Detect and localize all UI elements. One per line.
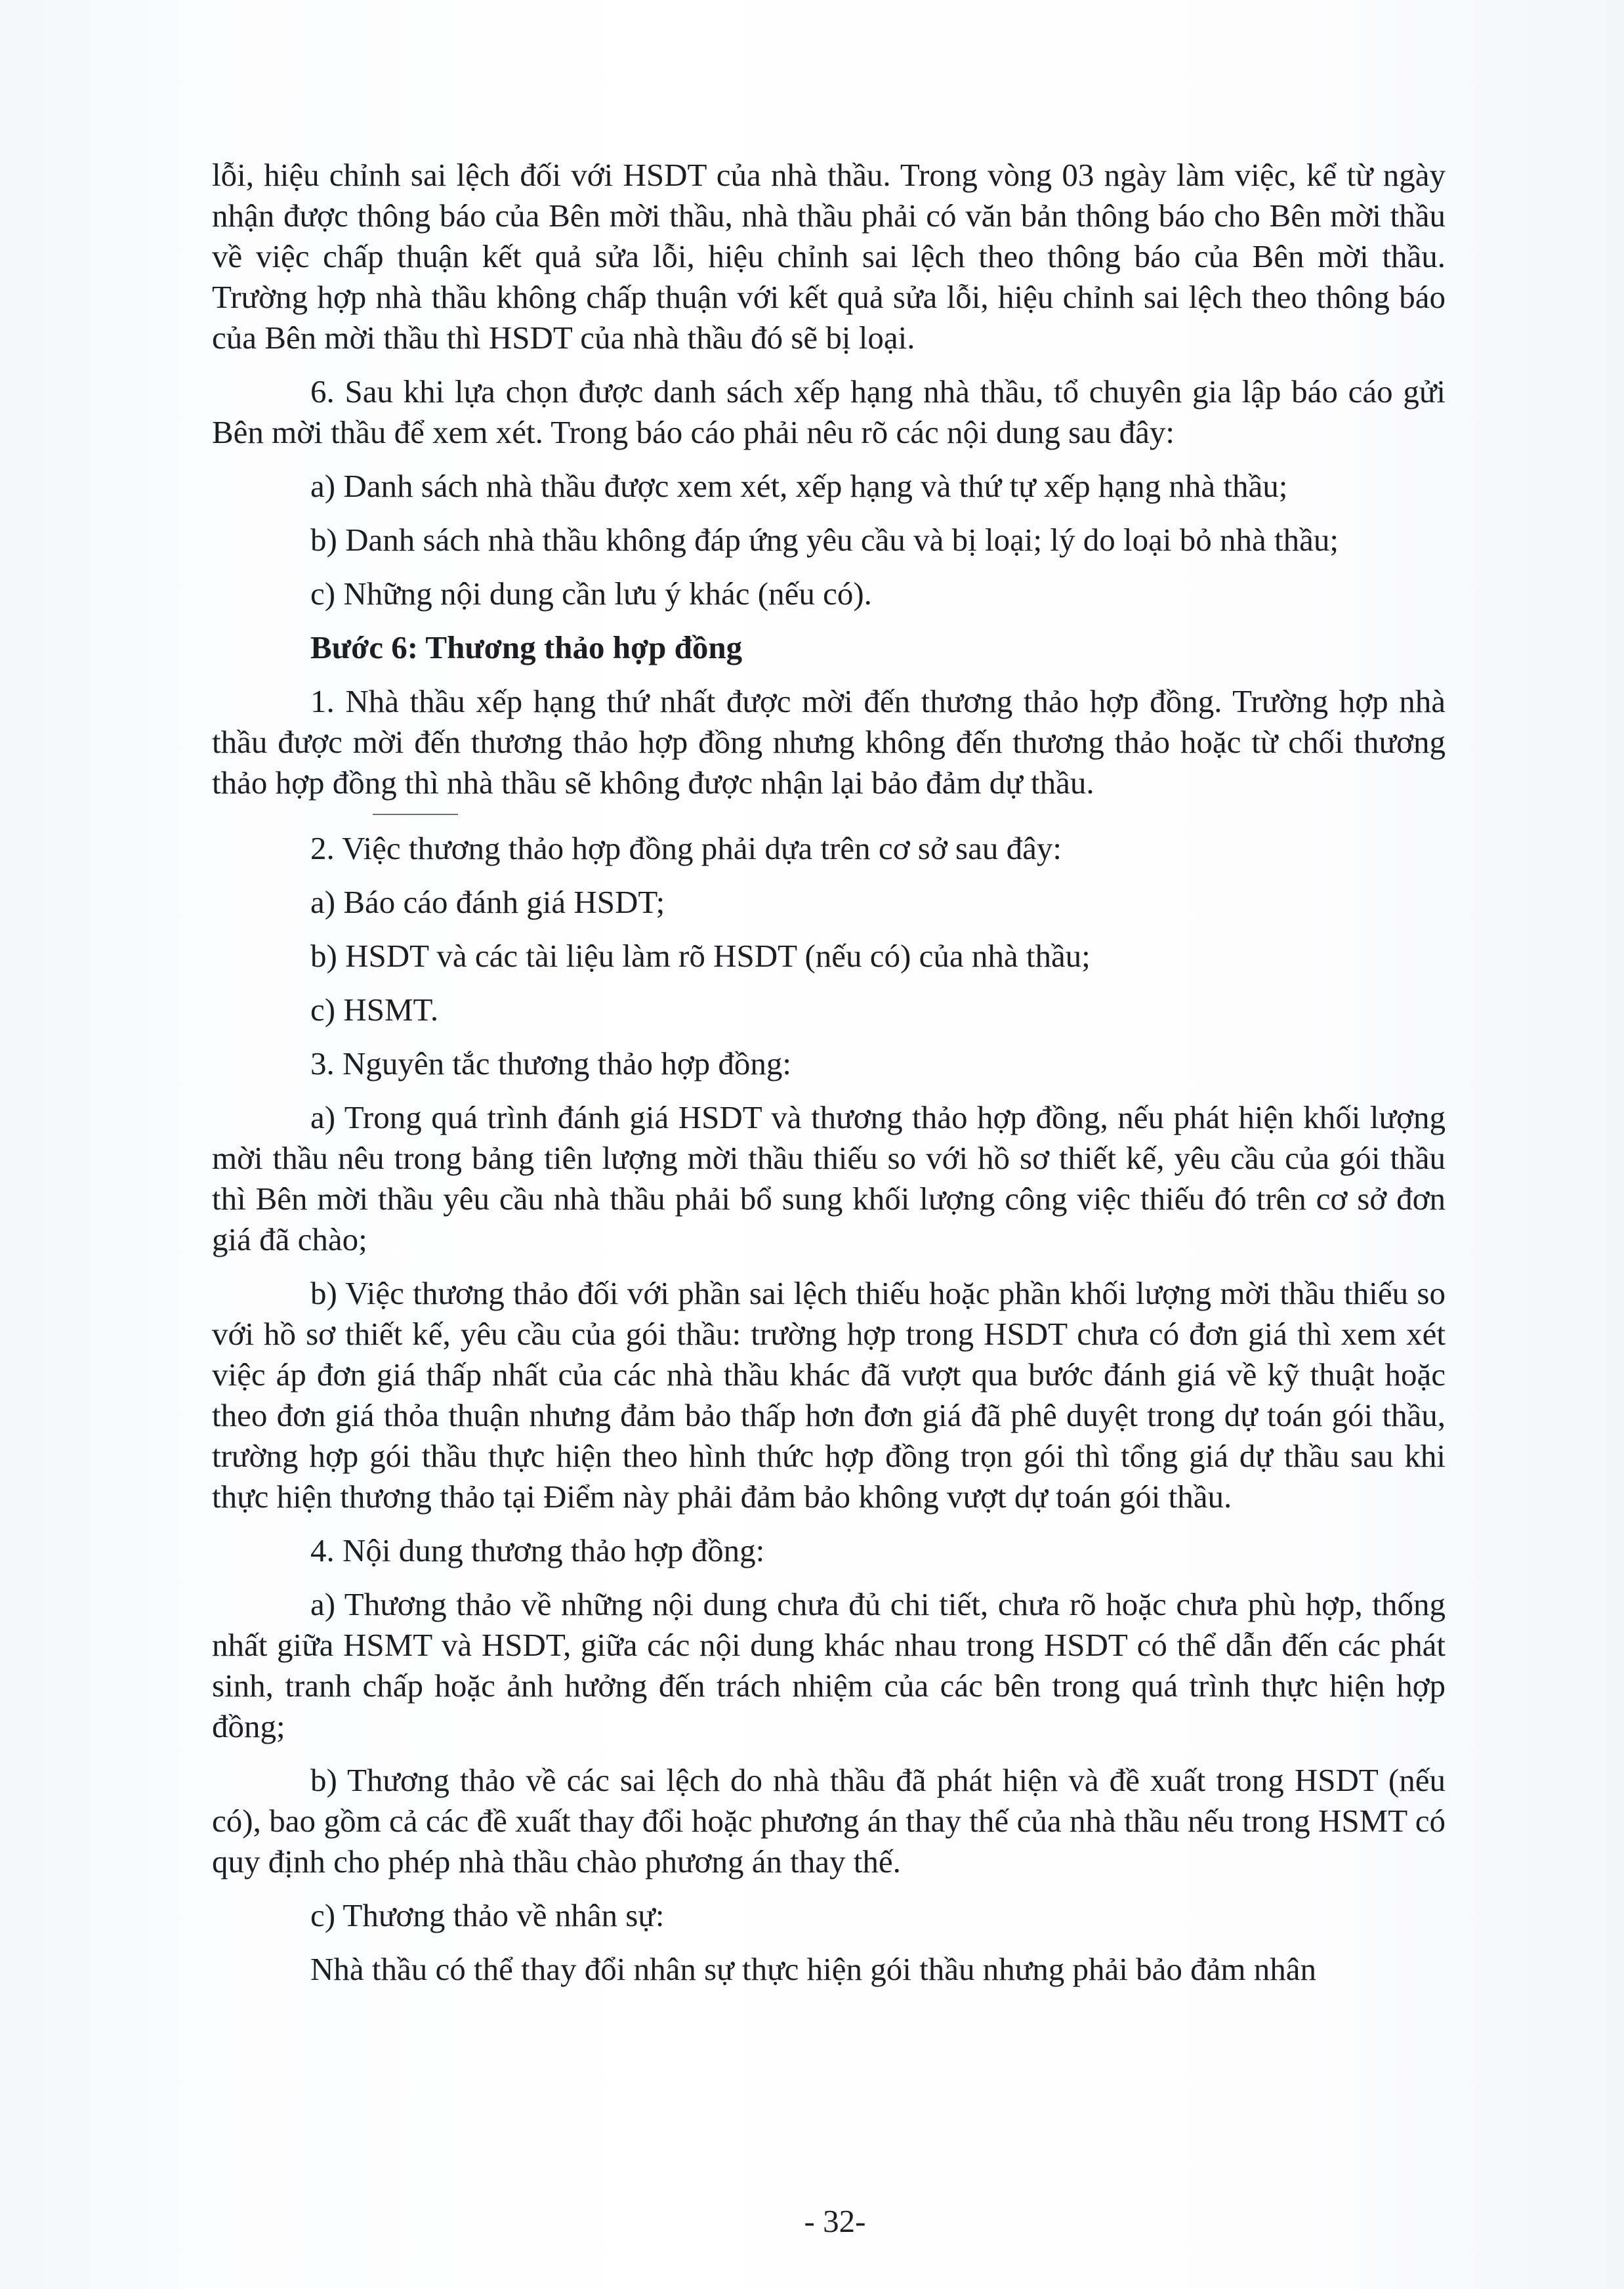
- paragraph-item-4a: a) Thương thảo về những nội dung chưa đủ chi tiết, chưa rõ hoặc chưa phù hợp, thống nhất giữa HSMT và HSDT, giữa các nội dung khác nhau trong HSDT có thể dẫn đến các phát sinh, tranh chấp hoặc ảnh hưởng đến trách nhiệm của các bên trong quá trình thực hiện hợp đồng;: [212, 1586, 1446, 1744]
- page-number: - 32-: [804, 2203, 866, 2239]
- paragraph-item-6b: b) Danh sách nhà thầu không đáp ứng yêu cầu và bị loại; lý do loại bỏ nhà thầu;: [310, 522, 1339, 558]
- paragraph-step6-item-1: 1. Nhà thầu xếp hạng thứ nhất được mời đến thương thảo hợp đồng. Trường hợp nhà thầu được mời đến thương thảo hợp đồng nhưng không đến thương thảo hoặc từ chối thương thảo hợp đồng thì nhà thầu sẽ không được nhận lại bảo đảm dự thầu.: [212, 683, 1446, 801]
- section-heading-step-6: Bước 6: Thương thảo hợp đồng: [310, 629, 743, 665]
- paragraph-item-3b: b) Việc thương thảo đối với phần sai lệch thiếu hoặc phần khối lượng mời thầu thiếu so với hồ sơ thiết kế, yêu cầu của gói thầu: trường hợp trong HSDT chưa có đơn giá thì xem xét việc áp đơn giá thấp nhất của các nhà thầu khác đã vượt qua bước đánh giá về kỹ thuật hoặc theo đơn giá thỏa thuận nhưng đảm bảo thấp hơn đơn giá đã phê duyệt trong dự toán gói thầu, trường hợp gói thầu thực hiện theo hình thức hợp đồng trọn gói thì tổng giá dự thầu sau khi thực hiện thương thảo tại Điểm này phải đảm bảo không vượt dự toán gói thầu.: [212, 1275, 1446, 1515]
- page-body: [212, 155, 1446, 1990]
- paragraph-error-correction: lỗi, hiệu chỉnh sai lệch đối với HSDT của nhà thầu. Trong vòng 03 ngày làm việc, kể từ ngày nhận được thông báo của Bên mời thầu, nhà thầu phải có văn bản thông báo cho Bên mời thầu về việc chấp thuận kết quả sửa lỗi, hiệu chỉnh sai lệch theo thông báo của Bên mời thầu. Trường hợp nhà thầu không chấp thuận với kết quả sửa lỗi, hiệu chỉnh sai lệch theo thông báo của Bên mời thầu thì HSDT của nhà thầu đó sẽ bị loại.: [212, 157, 1446, 356]
- paragraph-personnel: Nhà thầu có thể thay đổi nhân sự thực hiện gói thầu nhưng phải bảo đảm nhân: [310, 1951, 1316, 1987]
- paragraph-step6-item-2: 2. Việc thương thảo hợp đồng phải dựa trên cơ sở sau đây:: [310, 830, 1062, 866]
- paragraph-step6-item-3: 3. Nguyên tắc thương thảo hợp đồng:: [310, 1045, 791, 1082]
- paragraph-item-4c: c) Thương thảo về nhân sự:: [310, 1897, 665, 1933]
- paragraph-item-3a: a) Trong quá trình đánh giá HSDT và thương thảo hợp đồng, nếu phát hiện khối lượng mời thầu nêu trong bảng tiên lượng mời thầu thiếu so với hồ sơ thiết kế, yêu cầu của gói thầu thì Bên mời thầu yêu cầu nhà thầu phải bổ sung khối lượng công việc thiếu đó trên cơ sở đơn giá đã chào;: [212, 1099, 1446, 1257]
- paragraph-item-2a: a) Báo cáo đánh giá HSDT;: [310, 884, 665, 920]
- paragraph-item-6: 6. Sau khi lựa chọn được danh sách xếp hạng nhà thầu, tổ chuyên gia lập báo cáo gửi Bên mời thầu để xem xét. Trong báo cáo phải nêu rõ các nội dung sau đây:: [212, 373, 1446, 450]
- divider-line: [373, 814, 458, 815]
- paragraph-item-2b: b) HSDT và các tài liệu làm rõ HSDT (nếu có) của nhà thầu;: [310, 938, 1091, 974]
- paragraph-item-6c: c) Những nội dung cần lưu ý khác (nếu có).: [310, 576, 872, 612]
- paragraph-step6-item-4: 4. Nội dung thương thảo hợp đồng:: [310, 1532, 765, 1568]
- paragraph-item-4b: b) Thương thảo về các sai lệch do nhà thầu đã phát hiện và đề xuất trong HSDT (nếu có), bao gồm cả các đề xuất thay đổi hoặc phương án thay thế của nhà thầu nếu trong HSMT có quy định cho phép nhà thầu chào phương án thay thế.: [212, 1762, 1446, 1880]
- paragraph-item-6a: a) Danh sách nhà thầu được xem xét, xếp hạng và thứ tự xếp hạng nhà thầu;: [310, 468, 1288, 504]
- paragraph-item-2c: c) HSMT.: [310, 992, 439, 1028]
